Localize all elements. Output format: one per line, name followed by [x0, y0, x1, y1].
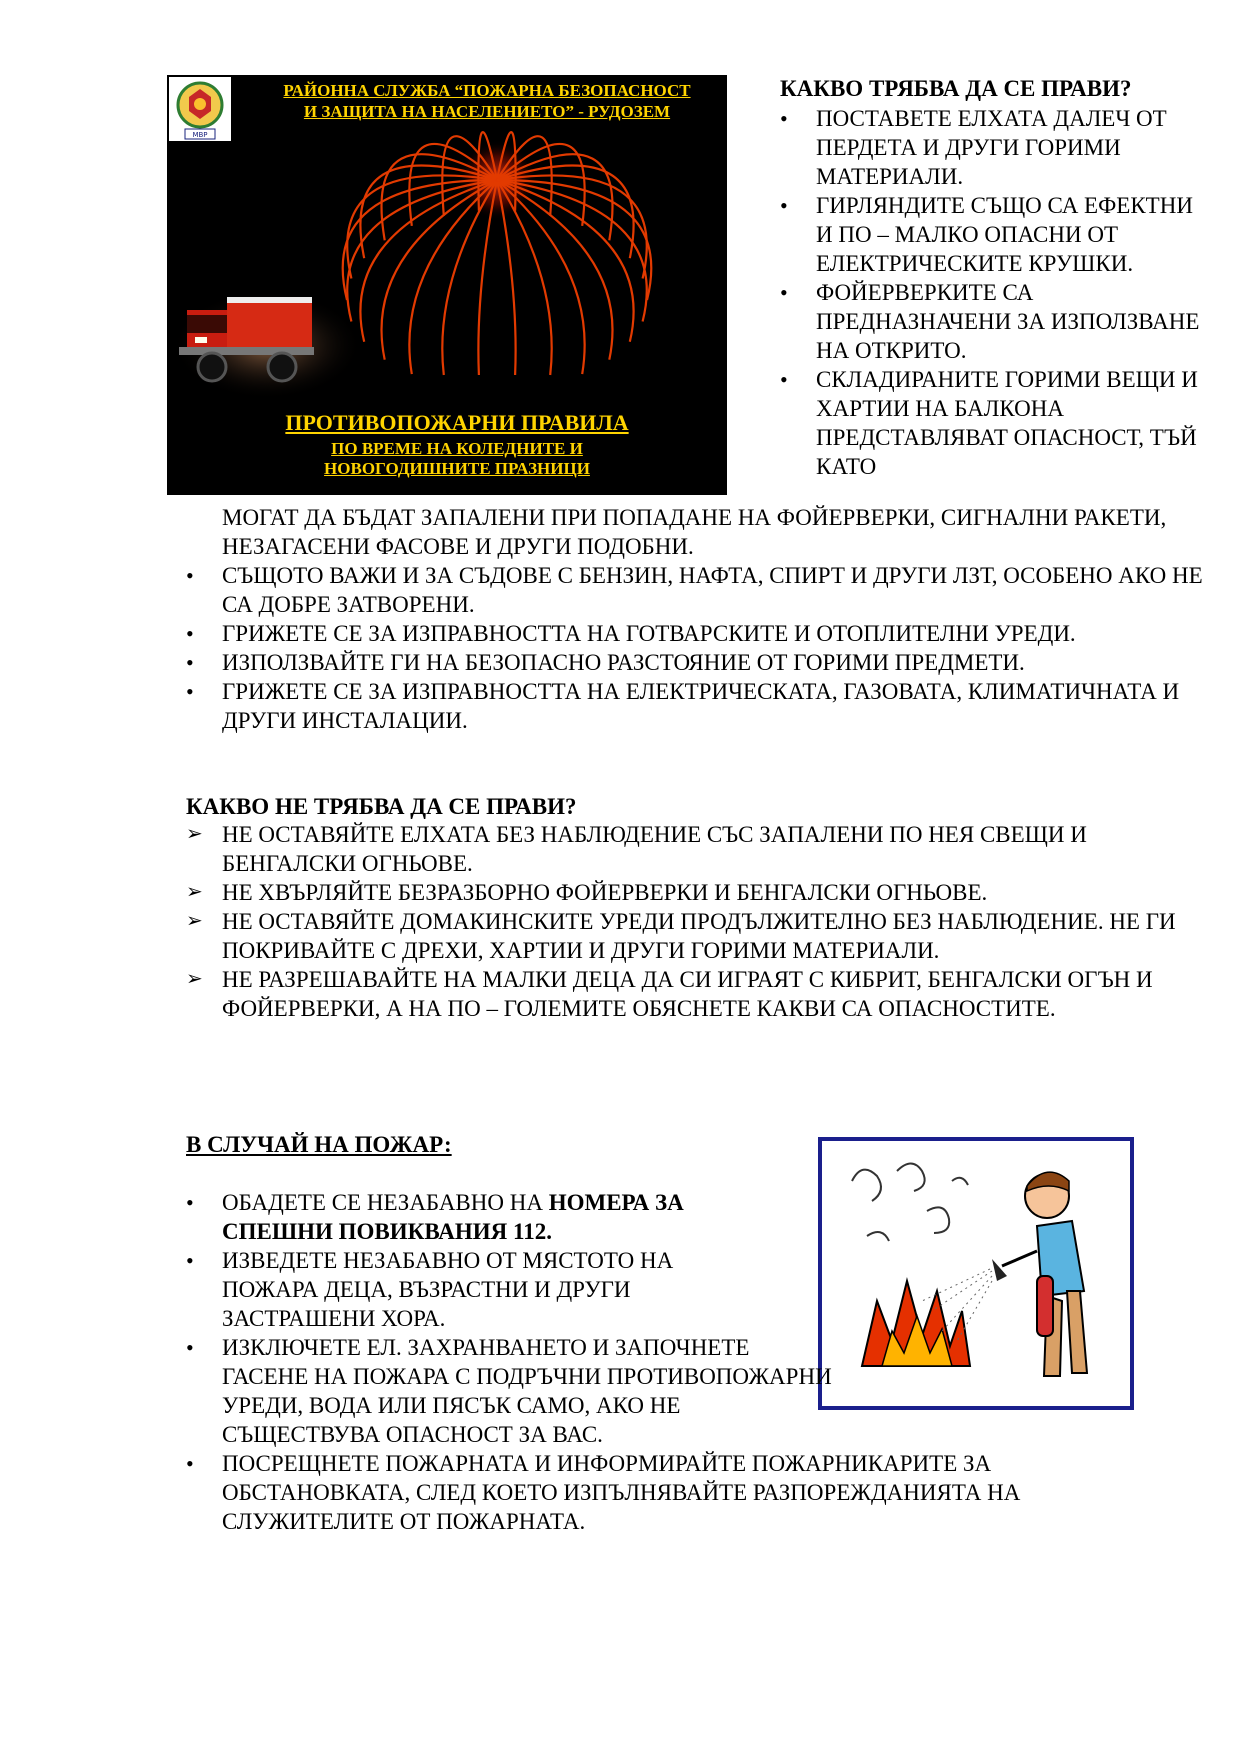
list-item: ➢ НЕ ОСТАВЯЙТЕ ЕЛХАТА БЕЗ НАБЛЮДЕНИЕ СЪС ЗАПАЛЕНИ ПО НЕЯ СВЕЩИ И БЕНГАЛСКИ ОГНЬОВЕ. — [186, 822, 1087, 876]
emergency-number: НОМЕРА ЗА СПЕШНИ ПОВИКВАНИЯ 112. — [222, 1190, 684, 1244]
list-item: • ИЗКЛЮЧЕТЕ ЕЛ. ЗАХРАНВАНЕТО И ЗАПОЧНЕТЕ ГАСЕНЕ НА ПОЖАРА С ПОДРЪЧНИ ПРОТИВОПОЖАРНИ УРЕДИ, ВОДА ИЛИ ПЯСЪК САМО, АКО НЕ СЪЩЕСТВУВА ОПАСНОСТ ЗА ВАС. — [186, 1335, 832, 1447]
poster-header — [257, 80, 717, 122]
list-item: • ГИРЛЯНДИТЕ СЪЩО СА ЕФЕКТНИ И ПО – МАЛКО ОПАСНИ ОТ ЕЛЕКТРИЧЕСКИТЕ КРУШКИ. — [780, 193, 1193, 276]
list-item: ➢ НЕ РАЗРЕШАВАЙТЕ НА МАЛКИ ДЕЦА ДА СИ ИГРАЯТ С КИБРИТ, БЕНГАЛСКИ ОГЪН И ФОЙЕРВЕРКИ, А НА ПО – ГОЛЕМИТЕ ОБЯСНЕТЕ КАКВИ СА ОПАСНОСТИТЕ. — [186, 967, 1153, 1021]
list-item: ➢ НЕ ХВЪРЛЯЙТЕ БЕЗРАЗБОРНО ФОЙЕРВЕРКИ И БЕНГАЛСКИ ОГНЬОВЕ. — [186, 880, 988, 905]
poster-subtitle-line2: НОВОГОДИШНИТЕ ПРАЗНИЦИ — [324, 459, 590, 478]
list-item: • ФОЙЕРВЕРКИТЕ СА ПРЕДНАЗНАЧЕНИ ЗА ИЗПОЛЗВАНЕ НА ОТКРИТО. — [780, 280, 1200, 363]
list-item: • СКЛАДИРАНИТЕ ГОРИМИ ВЕЩИ И ХАРТИИ НА БАЛКОНА ПРЕДСТАВЛЯВАТ ОПАСНОСТ, ТЪЙ КАТО — [780, 367, 1198, 479]
svg-text:МВР: МВР — [192, 131, 208, 139]
arrow-bullet-icon: ➢ — [186, 881, 203, 903]
list-item: ➢ НЕ ОСТАВЯЙТЕ ДОМАКИНСКИТЕ УРЕДИ ПРОДЪЛЖИТЕЛНО БЕЗ НАБЛЮДЕНИЕ. НЕ ГИ ПОКРИВАЙТЕ С ДРЕХИ, ХАРТИИ И ДРУГИ ГОРИМИ МАТЕРИАЛИ. — [186, 909, 1176, 963]
list-item: • ГРИЖЕТЕ СЕ ЗА ИЗПРАВНОСТТА НА ЕЛЕКТРИЧЕСКАТА, ГАЗОВАТА, КЛИМАТИЧНАТА И ДРУГИ ИНСТАЛАЦИИ. — [186, 679, 1180, 733]
do-section-top — [780, 74, 1200, 481]
bullet-icon: • — [186, 563, 194, 588]
bullet-icon: • — [186, 621, 194, 646]
fire-heading: В СЛУЧАЙ НА ПОЖАР: — [186, 1132, 452, 1157]
dont-list — [186, 820, 1206, 1023]
bullet-icon: • — [780, 280, 788, 305]
list-item: • ПОСТАВЕТЕ ЕЛХАТА ДАЛЕЧ ОТ ПЕРДЕТА И ДРУГИ ГОРИМИ МАТЕРИАЛИ. — [780, 106, 1167, 189]
list-item: • ОБАДЕТЕ СЕ НЕЗАБАВНО НА НОМЕРА ЗА СПЕШНИ ПОВИКВАНИЯ 112. — [186, 1190, 684, 1244]
list-item: • ИЗПОЛЗВАЙТЕ ГИ НА БЕЗОПАСНО РАЗСТОЯНИЕ ОТ ГОРИМИ ПРЕДМЕТИ. — [186, 650, 1025, 675]
bullet-icon: • — [780, 193, 788, 218]
list-item: • СЪЩОТО ВАЖИ И ЗА СЪДОВЕ С БЕНЗИН, НАФТА, СПИРТ И ДРУГИ ЛЗТ, ОСОБЕНО АКО НЕ СА ДОБРЕ ЗАТВОРЕНИ. — [186, 563, 1203, 617]
bullet-icon: • — [186, 650, 194, 675]
arrow-bullet-icon: ➢ — [186, 968, 203, 990]
do-heading: КАКВО ТРЯБВА ДА СЕ ПРАВИ? — [780, 76, 1132, 101]
do-list-bottom — [186, 561, 1206, 735]
do-list-top — [780, 104, 1200, 481]
mvr-emblem — [169, 77, 231, 141]
poster-subtitle — [237, 439, 677, 479]
bullet-icon: • — [186, 679, 194, 704]
list-item: • ПОСРЕЩНЕТЕ ПОЖАРНАТА И ИНФОРМИРАЙТЕ ПОЖАРНИКАРИТЕ ЗА ОБСТАНОВКАТА, СЛЕД КОЕТО ИЗПЪЛНЯВАЙТЕ РАЗПОРЕЖДАНИЯТА НА СЛУЖИТЕЛИТЕ ОТ ПОЖАРНАТА. — [186, 1451, 1021, 1534]
fire-list — [186, 1188, 1206, 1536]
bullet-icon: • — [186, 1190, 194, 1215]
list-item: • ИЗВЕДЕТЕ НЕЗАБАВНО ОТ МЯСТОТО НА ПОЖАРА ДЕЦА, ВЪЗРАСТНИ И ДРУГИ ЗАСТРАШЕНИ ХОРА. — [186, 1248, 674, 1331]
dont-heading: КАКВО НЕ ТРЯБВА ДА СЕ ПРАВИ? — [186, 794, 577, 819]
poster-image — [167, 75, 727, 495]
bullet-icon: • — [186, 1335, 194, 1360]
bullet-icon: • — [186, 1451, 194, 1476]
bullet-icon: • — [780, 367, 788, 392]
bullet-icon: • — [780, 106, 788, 131]
do-continuation: МОГАТ ДА БЪДАТ ЗАПАЛЕНИ ПРИ ПОПАДАНЕ НА ФОЙЕРВЕРКИ, СИГНАЛНИ РАКЕТИ, НЕЗАГАСЕНИ ФАСОВЕ И ДРУГИ ПОДОБНИ. — [222, 505, 1167, 559]
poster-header-line1: РАЙОННА СЛУЖБА “ПОЖАРНА БЕЗОПАСНОСТ — [283, 81, 691, 100]
poster-subtitle-line1: ПО ВРЕМЕ НА КОЛЕДНИТЕ И — [331, 439, 583, 458]
bullet-icon: • — [186, 1248, 194, 1273]
list-item: • ГРИЖЕТЕ СЕ ЗА ИЗПРАВНОСТТА НА ГОТВАРСКИТЕ И ОТОПЛИТЕЛНИ УРЕДИ. — [186, 621, 1076, 646]
arrow-bullet-icon: ➢ — [186, 823, 203, 845]
poster-title: ПРОТИВОПОЖАРНИ ПРАВИЛА — [285, 410, 629, 435]
poster-header-line2: И ЗАЩИТА НА НАСЕЛЕНИЕТО” - РУДОЗЕМ — [303, 102, 671, 121]
arrow-bullet-icon: ➢ — [186, 910, 203, 932]
